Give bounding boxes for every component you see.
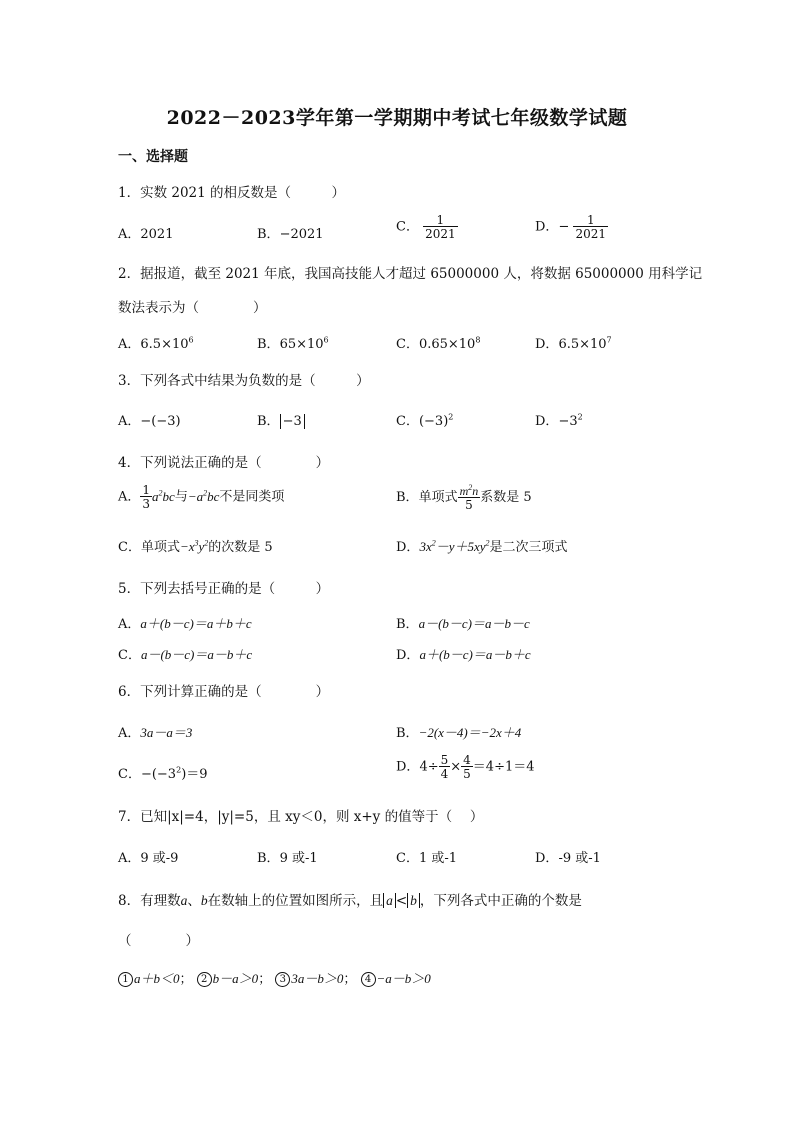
q2-option-b[interactable]: B．$65\times 10^6$ — [257, 335, 329, 352]
q3-option-a[interactable]: A．−(−3) — [118, 414, 181, 429]
q7-option-b[interactable]: B．9 或-1 — [257, 851, 318, 866]
q4-option-d[interactable]: D．$3x^2-y+5xy^2$是二次三项式 — [396, 538, 568, 555]
question-6-stem: 6．下列计算正确的是（ ） — [118, 684, 330, 700]
q4-option-c[interactable]: C．单项式$-x^3y^2$的次数是 5 — [118, 538, 273, 555]
q4-option-a[interactable]: A． $\frac{1}{3}$ $a^2bc$与$-a^2bc$不是同类项 — [118, 483, 285, 511]
q7-option-a[interactable]: A．9 或-9 — [118, 851, 179, 866]
question-7-stem: 7．已知|x|=4，|y|=5，且 xy＜0，则 x+y 的值等于（ ） — [118, 809, 484, 825]
statement-1: 1 a＋b＜0； — [118, 972, 193, 987]
q7-option-c[interactable]: C．1 或-1 — [396, 851, 458, 866]
q2-option-c[interactable]: C．$0.65\times 10^8$ — [396, 335, 481, 352]
q1-option-b[interactable]: B．−2021 — [257, 227, 324, 242]
question-3-stem: 3．下列各式中结果为负数的是（ ） — [118, 373, 370, 389]
q6-option-c[interactable]: C．$-(-3^2)=9$ — [118, 765, 208, 782]
fraction: $\frac{1}{2021}$ — [425, 213, 456, 241]
q5-option-b[interactable]: B．a－(b－c)＝a－b－c — [396, 616, 530, 632]
statement-3: 3 3a－b＞0； — [275, 972, 356, 987]
q3-option-c[interactable]: C．$(-3)^2$ — [396, 412, 454, 429]
q6-option-b[interactable]: B．−2(x－4)＝−2x＋4 — [396, 725, 522, 741]
statement-2: 2 b－a＞0； — [197, 972, 272, 987]
statement-4: 4 −a－b＞0 — [361, 972, 431, 987]
fraction: $\frac{5}{4}$ — [440, 753, 449, 781]
question-2-stem-line1: 2．据报道，截至 2021 年底，我国高技能人才超过 65000000 人，将数据 65000000 用科学记 — [118, 266, 703, 282]
q1-option-c[interactable]: C． $\frac{1}{2021}$ — [396, 213, 456, 241]
question-2-stem-line2: 数法表示为（ ） — [118, 300, 267, 316]
question-8-paren: （ ） — [118, 933, 199, 949]
question-5-stem: 5．下列去括号正确的是（ ） — [118, 581, 330, 597]
page-title: 2022－2023学年第一学期期中考试七年级数学试题 — [166, 107, 628, 129]
q8-statements — [118, 968, 431, 987]
q5-option-c[interactable]: C．a－(b－c)＝a－b＋c — [118, 647, 253, 663]
q1-option-a[interactable]: A．2021 — [118, 227, 174, 242]
q3-option-d[interactable]: D．$-3^2$ — [535, 412, 583, 429]
fraction: $\frac{m^2n}{5}$ — [459, 483, 479, 512]
q4-option-b[interactable]: B．单项式 $\frac{m^2n}{5}$ 系数是 5 — [396, 483, 532, 512]
q1-option-d[interactable]: D．− $\frac{1}{2021}$ — [535, 213, 607, 241]
q2-option-a[interactable]: A．$6.5\times 10^6$ — [118, 335, 194, 352]
q6-option-d[interactable]: D．4÷ $\frac{5}{4}$ × $\frac{4}{5}$ ＝4÷1＝4 — [396, 753, 535, 781]
q3-option-b[interactable]: B． −3 — [257, 410, 305, 429]
section-heading: 一、选择题 — [118, 149, 188, 165]
q5-option-d[interactable]: D．a＋(b－c)＝a－b＋c — [396, 647, 531, 663]
q5-option-a[interactable]: A．a＋(b－c)＝a＋b＋c — [118, 616, 252, 632]
question-1-stem: 1．实数 2021 的相反数是（ ） — [118, 185, 346, 201]
fraction: $\frac{1}{2021}$ — [575, 213, 607, 241]
question-8-stem: 8．有理数a、b在数轴上的位置如图所示，且 a < b ，下列各式中正确的个数是 — [118, 893, 582, 909]
fraction: $\frac{1}{3}$ — [142, 483, 151, 511]
fraction: $\frac{4}{5}$ — [463, 753, 471, 781]
q7-option-d[interactable]: D．-9 或-1 — [535, 851, 601, 866]
question-4-stem: 4．下列说法正确的是（ ） — [118, 455, 330, 471]
q6-option-a[interactable]: A．3a－a＝3 — [118, 725, 193, 741]
q2-option-d[interactable]: D．$6.5\times 10^7$ — [535, 335, 612, 352]
